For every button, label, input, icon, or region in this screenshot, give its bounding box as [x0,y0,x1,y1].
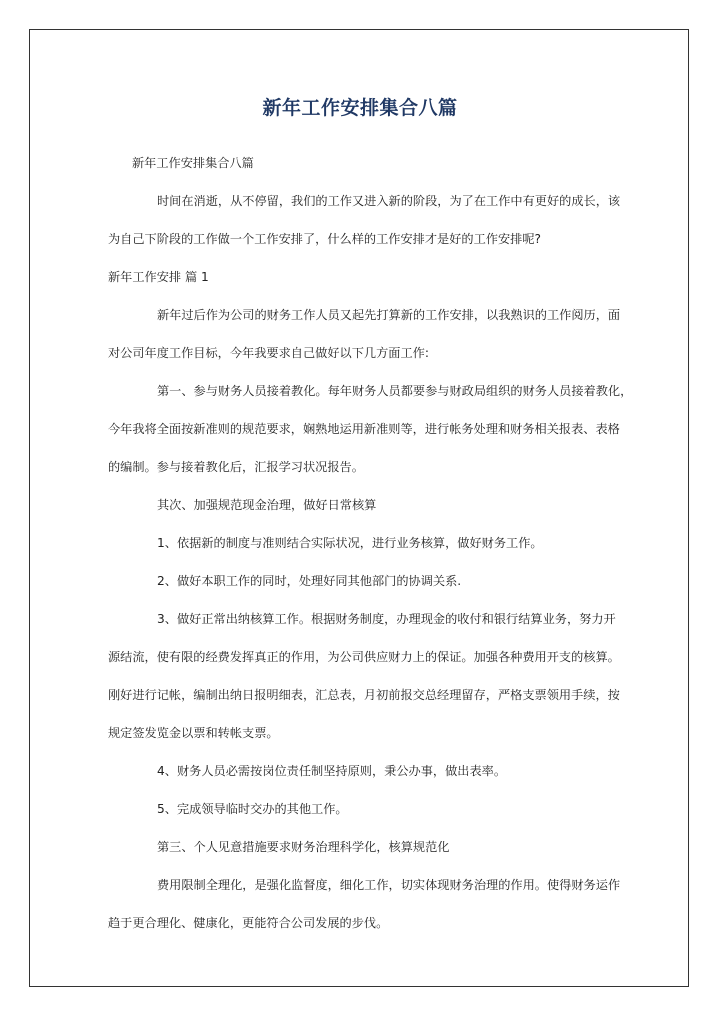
paragraph-line: 第一、参与财务人员接着教化。每年财务人员都要参与财政局组织的财务人员接着教化， [157,384,633,398]
paragraph-line: 4、财务人员必需按岗位责任制坚持原则，秉公办事，做出表率。 [157,764,507,778]
subtitle-line: 新年工作安排集合八篇 [132,156,254,170]
paragraph-line: 刚好进行记帐，编制出纳日报明细表，汇总表，月初前报交总经理留存，严格支票领用手续，按 [108,688,620,702]
paragraph-line: 的编制。参与接着教化后，汇报学习状况报告。 [108,460,364,474]
paragraph-line: 2、做好本职工作的同时，处理好同其他部门的协调关系. [157,574,462,588]
paragraph-line: 1、依据新的制度与准则结合实际状况，进行业务核算，做好财务工作。 [157,536,543,550]
paragraph-line: 其次、加强规范现金治理，做好日常核算 [157,498,377,512]
paragraph-line: 时间在消逝，从不停留，我们的工作又进入新的阶段，为了在工作中有更好的成长，该 [157,194,621,208]
paragraph-line: 趋于更合理化、健康化，更能符合公司发展的步伐。 [108,916,389,930]
paragraph-line: 为自己下阶段的工作做一个工作安排了，什么样的工作安排才是好的工作安排呢? [108,232,542,246]
section-heading: 新年工作安排 篇 1 [108,270,209,284]
document-title: 新年工作安排集合八篇 [262,97,458,119]
paragraph-line: 费用限制全理化，是强化监督度，细化工作，切实体现财务治理的作用。使得财务运作 [157,878,621,892]
paragraph-line: 5、完成领导临时交办的其他工作。 [157,802,348,816]
paragraph-line: 源结流，使有限的经费发挥真正的作用，为公司供应财力上的保证。加强各种费用开支的核算。 [108,650,620,664]
paragraph-line: 对公司年度工作目标，今年我要求自己做好以下几方面工作: [108,346,429,360]
paragraph-line: 新年过后作为公司的财务工作人员又起先打算新的工作安排，以我熟识的工作阅历，面 [157,308,621,322]
paragraph-line: 第三、个人见意措施要求财务治理科学化，核算规范化 [157,840,450,854]
paragraph-line: 3、做好正常出纳核算工作。根据财务制度，办理现金的收付和银行结算业务，努力开 [157,612,616,626]
paragraph-line: 今年我将全面按新准则的规范要求，娴熟地运用新准则等，进行帐务处理和财务相关报表、表格 [108,422,620,436]
paragraph-line: 规定签发览金以票和转帐支票。 [108,726,279,740]
